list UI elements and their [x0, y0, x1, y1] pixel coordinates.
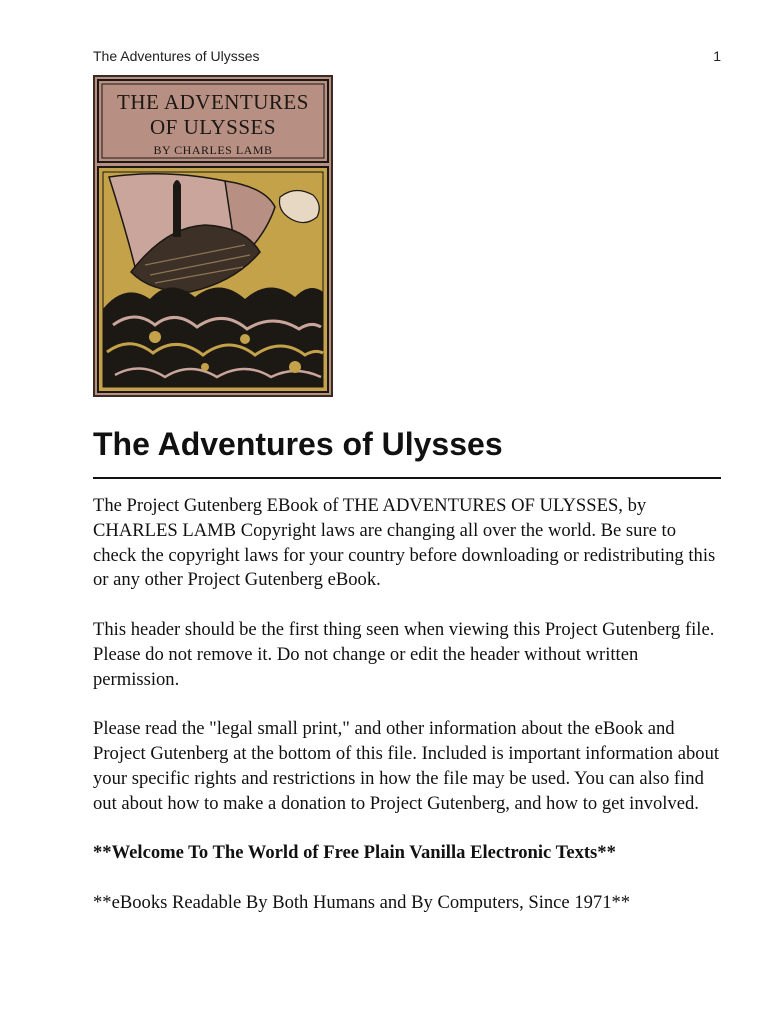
paragraph-legal-notice: Please read the "legal small print," and other information about the eBook and Project Gutenberg at the bottom of this file. Included is important information about your specific rights and restrictions in how the file may be used. You can also find out about how to make a donation to Project Gutenberg, and how to get involved.	[93, 718, 720, 814]
document-title: The Adventures of Ulysses	[93, 426, 503, 462]
running-header	[93, 46, 721, 66]
cover-illustration	[93, 75, 333, 397]
paragraph-welcome: **Welcome To The World of Free Plain Vanilla Electronic Texts**	[93, 842, 616, 864]
document-body	[93, 494, 723, 940]
title-divider	[93, 477, 721, 479]
paragraph-header-notice: This header should be the first thing seen when viewing this Project Gutenberg file. Please do not remove it. Do not change or edit the header without written permission.	[93, 618, 715, 690]
cover-title-line-2: OF ULYSSES	[149, 115, 277, 139]
paragraph-since-1971: **eBooks Readable By Both Humans and By Computers, Since 1971**	[93, 891, 631, 913]
cover-title-line-1: THE ADVENTURES	[117, 90, 309, 114]
page-number: 1	[713, 48, 721, 64]
running-title: The Adventures of Ulysses	[93, 48, 260, 64]
cover-art	[98, 167, 328, 392]
paragraph-intro: The Project Gutenberg EBook of THE ADVENTURES OF ULYSSES, by CHARLES LAMB Copyright laws are changing all over the world. Be sure to check the copyright laws for your country before downloading or redistributing this or any other Project Gutenberg eBook.	[93, 495, 716, 591]
cover-author-line: BY CHARLES LAMB	[153, 143, 273, 157]
